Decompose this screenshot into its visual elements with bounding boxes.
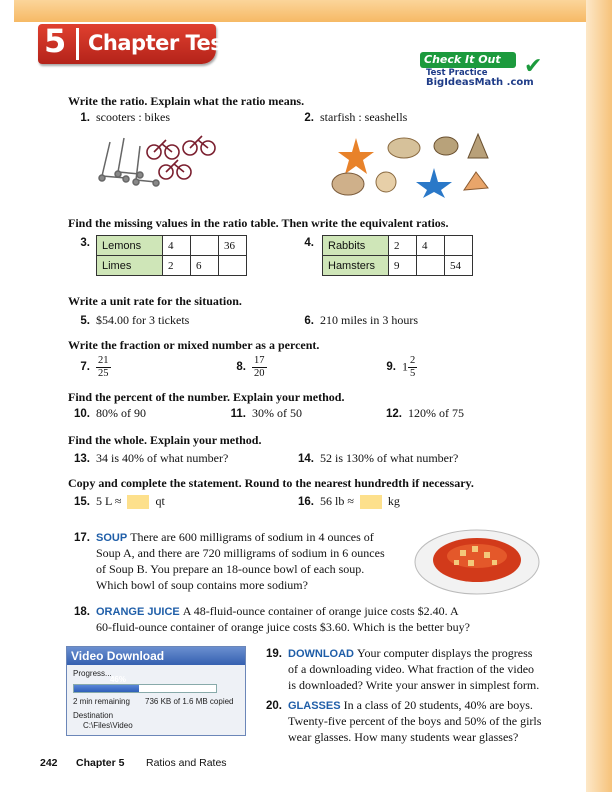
question-16: 16. 56 lb ≈ kg [298, 494, 400, 508]
destination-label: Destination [73, 711, 114, 720]
question-7: 7. $\frac{21}{25}$ [80, 355, 109, 379]
question-8: 8. $\frac{17}{20}$ [236, 355, 265, 379]
table-cell [191, 236, 219, 256]
instruction-percent: Write the fraction or mixed number as a percent. [68, 338, 320, 352]
question-4-number: 4. [304, 237, 314, 249]
question-13: 13. 34 is 40% of what number? [74, 451, 229, 465]
question-20-line: Twenty-five percent of the boys and 50% of the girls [288, 714, 542, 728]
progress-fill [74, 685, 139, 692]
question-17-line: Soup A, and there are 720 milligrams of sodium in 6 ounces [96, 546, 385, 560]
row-label: Lemons [97, 236, 163, 256]
question-5: 5. $54.00 for 3 tickets [80, 313, 190, 327]
fraction: $\frac{21}{25}$ [98, 355, 109, 379]
fraction: $\frac{17}{20}$ [254, 355, 265, 379]
question-12: 12. 120% of 75 [386, 406, 464, 420]
instruction-ratio: Write the ratio. Explain what the ratio means. [68, 94, 305, 108]
video-download-window [66, 646, 246, 736]
table-row [97, 256, 247, 276]
scooters-bikes-image [96, 128, 226, 188]
website-label: BigIdeasMath .com [426, 77, 534, 88]
checkmark-icon: ✔ [524, 54, 543, 79]
progress-bar [73, 684, 217, 693]
footer-chapter: Chapter 5 [76, 757, 125, 769]
check-it-out-label: Check It Out [420, 52, 516, 68]
chapter-title: Chapter Test [88, 31, 232, 55]
question-18: 18. ORANGE JUICE A 48-fluid-ounce container of orange juice costs $2.40. A [74, 604, 459, 618]
question-17-line: of Soup B. You prepare an 18-ounce bowl of each soup. [96, 562, 365, 576]
problem-heading: DOWNLOAD [288, 648, 354, 660]
time-remaining: 2 min remaining [73, 697, 130, 706]
table-row [323, 256, 473, 276]
question-14: 14. 52 is 130% of what number? [298, 451, 459, 465]
table-cell: 2 [163, 256, 191, 276]
table-cell: 4 [163, 236, 191, 256]
question-10: 10. 80% of 90 [74, 406, 146, 420]
fraction: $\frac{2}{5}$ [410, 355, 416, 379]
video-download-title: Video Download [67, 647, 245, 665]
progress-percent: 46% [109, 675, 126, 684]
progress-label: Progress... [73, 669, 112, 678]
table-row [323, 236, 473, 256]
table-cell: 36 [219, 236, 247, 256]
instruction-percent-of-number: Find the percent of the number. Explain your method. [68, 390, 345, 404]
table-cell: 9 [389, 256, 417, 276]
bytes-copied: 736 KB of 1.6 MB copied [145, 697, 234, 706]
table-cell: 4 [417, 236, 445, 256]
question-2: 2. starfish : seashells [304, 110, 408, 124]
page-number: 242 [40, 757, 58, 769]
question-18-line: 60-fluid-ounce container of orange juice costs $3.60. Which is the better buy? [96, 620, 470, 634]
instruction-convert: Copy and complete the statement. Round to the nearest hundredth if necessary. [68, 476, 474, 490]
table-cell: 2 [389, 236, 417, 256]
row-label: Rabbits [323, 236, 389, 256]
chapter-number: 5 [44, 22, 67, 60]
question-20-line: wear glasses. How many students wear glasses? [288, 730, 519, 744]
row-label: Limes [97, 256, 163, 276]
problem-heading: GLASSES [288, 700, 341, 712]
chapter-divider [76, 28, 79, 60]
table-cell: 54 [445, 256, 473, 276]
table-cell [417, 256, 445, 276]
instruction-unit-rate: Write a unit rate for the situation. [68, 294, 242, 308]
test-practice-label: Test Practice [426, 68, 488, 78]
question-17: 17. SOUP There are 600 milligrams of sodium in 4 ounces of [74, 530, 374, 544]
answer-blank[interactable] [360, 495, 382, 509]
ratio-table-rabbits-hamsters [322, 235, 473, 276]
question-11: 11. 30% of 50 [230, 406, 302, 420]
question-19: 19. DOWNLOAD Your computer displays the progress [266, 646, 533, 660]
footer-topic: Ratios and Rates [146, 757, 227, 769]
question-20: 20. GLASSES In a class of 20 students, 40% are boys. [266, 698, 533, 712]
instruction-ratio-table: Find the missing values in the ratio table. Then write the equivalent ratios. [68, 216, 449, 230]
table-cell [219, 256, 247, 276]
problem-heading: SOUP [96, 532, 128, 544]
answer-blank[interactable] [127, 495, 149, 509]
table-row [97, 236, 247, 256]
table-cell: 6 [191, 256, 219, 276]
ratio-table-lemons-limes [96, 235, 247, 276]
page-edge-tab [586, 0, 612, 792]
problem-heading: ORANGE JUICE [96, 606, 180, 618]
question-19-line: of a downloading video. What fraction of the video [288, 662, 535, 676]
starfish-seashells-image [326, 128, 506, 198]
question-19-line: is downloaded? Write your answer in simplest form. [288, 678, 540, 692]
instruction-find-whole: Find the whole. Explain your method. [68, 433, 262, 447]
destination-path: C:\Files\Video [83, 721, 133, 730]
row-label: Hamsters [323, 256, 389, 276]
question-17-line: Which bowl of soup contains more sodium? [96, 578, 308, 592]
table-cell [445, 236, 473, 256]
question-6: 6. 210 miles in 3 hours [304, 313, 418, 327]
question-15: 15. 5 L ≈ qt [74, 494, 165, 508]
soup-bowl-image [412, 520, 542, 600]
check-it-out-logo[interactable] [420, 52, 550, 92]
question-3-number: 3. [80, 237, 90, 249]
question-1: 1. scooters : bikes [80, 110, 170, 124]
question-9: 9. 1 $\frac{2}{5}$ [386, 355, 416, 379]
